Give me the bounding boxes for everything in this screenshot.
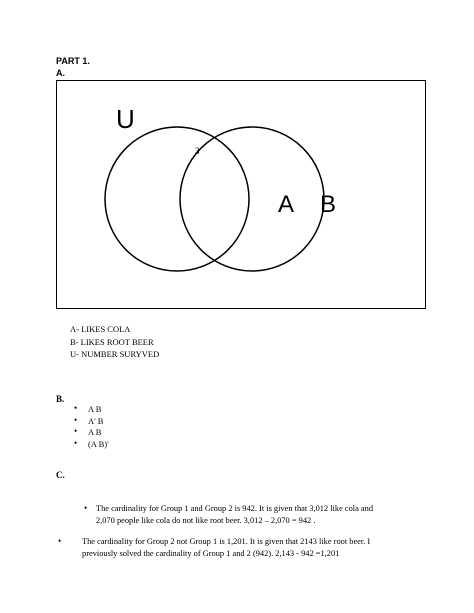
list-item: • A' B: [74, 416, 109, 428]
bullet-icon: •: [58, 536, 62, 546]
section-a-label: A.: [56, 68, 65, 78]
paragraph-group1-group2: [84, 503, 426, 527]
paragraph-group2-not-group1: [58, 536, 428, 560]
part-title: PART 1.: [56, 56, 90, 66]
set-a-label: A: [278, 191, 295, 218]
list-item: • (A B)': [74, 439, 109, 451]
legend-item: A- LIKES COLA: [70, 324, 131, 334]
set-expression-list: [74, 404, 109, 450]
set-b-circle: [180, 127, 324, 271]
paragraph-line: The cardinality for Group 1 and Group 2 is 942. It is given that 3,012 like cola and: [96, 504, 374, 513]
venn-diagram: [56, 80, 426, 309]
legend: [70, 323, 159, 361]
list-item: • A B: [74, 427, 109, 439]
universe-label: U: [116, 104, 135, 134]
set-a-circle: [105, 127, 249, 271]
paragraph-line: The cardinality for Group 2 not Group 1 is 1,201. It is given that 2143 like root beer. I: [82, 537, 371, 546]
legend-item: U- NUMBER SURYVED: [70, 349, 160, 359]
section-c-label: C.: [56, 470, 65, 480]
list-item: • A B: [74, 404, 109, 416]
legend-item: B- LIKES ROOT BEER: [70, 336, 154, 347]
set-b-label: B: [320, 191, 337, 218]
section-b-label: B.: [56, 394, 65, 404]
region-value: 3: [195, 146, 200, 156]
bullet-icon: •: [84, 503, 88, 513]
paragraph-line: previously solved the cardinality of Group 1 and 2 (942). 2,143 - 942 =1,201: [82, 549, 340, 558]
paragraph-line: 2,070 people like cola do not like root beer. 3,012 – 2,070 = 942 .: [96, 516, 316, 525]
